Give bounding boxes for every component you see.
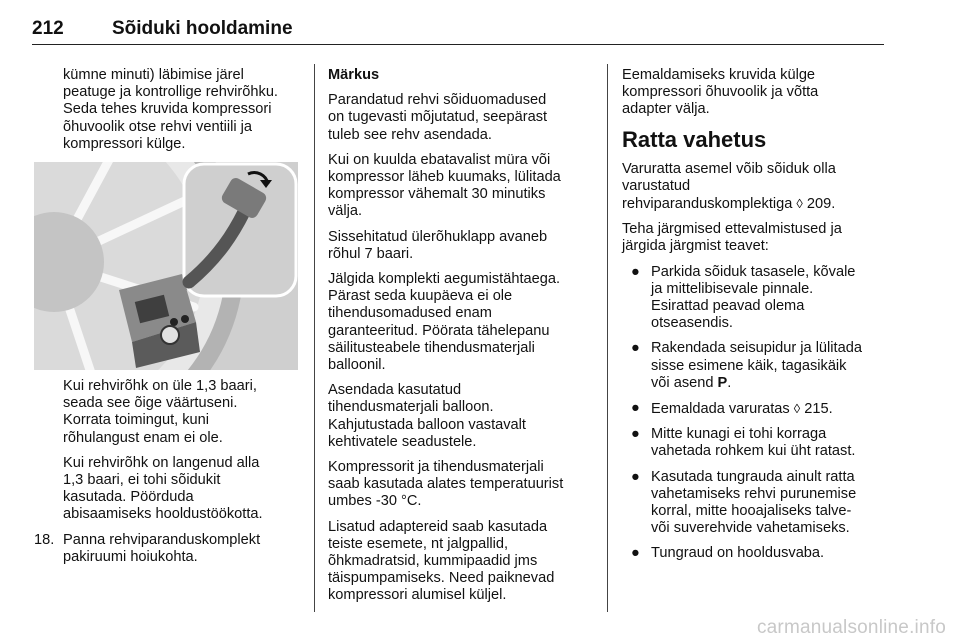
- column-2: [328, 67, 598, 613]
- spare-wheel-paragraph: Varuratta asemel võib sõiduk olla varustatud rehviparanduskomplektiga ◊ 209.: [622, 160, 836, 213]
- page-number: 212: [32, 18, 64, 39]
- column-1-lower: [34, 378, 300, 566]
- pressure-below-paragraph: Kui rehvirõhk on langenud alla 1,3 baari, ei tohi sõidukit kasutada. Pöörduda abisaamiseks hooldustöökotta.: [63, 454, 263, 523]
- section-heading: Ratta vahetus: [622, 126, 767, 152]
- temperature-paragraph: Kompressorit ja tihendusmaterjali saab kasutada alates temperatuurist umbes -30 °C.: [328, 459, 564, 510]
- noise-paragraph: Kui on kuulda ebatavalist müra või kompressor läheb kuumaks, lülitada kompressor vähemalt 30 minutiks välja.: [328, 151, 561, 220]
- list-item: ● Rakendada seisupidur ja lülitada sisse esimene käik, tagasikäik või asend P.: [631, 340, 862, 391]
- step-number: 18.: [34, 531, 55, 548]
- bullet-icon: ●: [631, 263, 640, 280]
- chapter-title: Sõiduki hooldamine: [112, 18, 293, 39]
- list-item: ● Tungraud on hooldusvaba.: [631, 545, 825, 562]
- expiry-paragraph: Jälgida komplekti aegumistähtaega. Pärast seda kuupäeva ei ole tihendusomadused enam garanteeritud. Pöörata tähelepanu säilitusteabele tihendusmaterjali balloonil.: [328, 271, 561, 374]
- removal-paragraph: Eemaldamiseks kruvida külge kompressori õhuvoolik ja võtta adapter välja.: [622, 67, 819, 118]
- bullet-icon: ●: [631, 426, 640, 443]
- pressure-above-paragraph: Kui rehvirõhk on üle 1,3 baari, seada see õige väärtuseni. Korrata toimingut, kuni rõhulangust enam ei ole.: [63, 378, 257, 446]
- column-divider-1: [314, 64, 315, 612]
- preparation-paragraph: Teha järgmised ettevalmistused ja järgida järgmist teavet:: [622, 221, 842, 255]
- valve-detail-inset-icon: [184, 164, 296, 296]
- bullet-icon: ●: [631, 340, 640, 357]
- column-1: [34, 67, 300, 161]
- step-18: 18. Panna rehviparanduskomplekt pakiruumi hoiukohta.: [34, 531, 261, 565]
- preparation-list: [622, 264, 892, 563]
- valve-paragraph: Sissehitatud ülerõhuklapp avaneb rõhul 7 baari.: [328, 228, 548, 262]
- bullet-icon: ●: [631, 400, 640, 417]
- column-divider-2: [607, 64, 608, 612]
- column-3: [622, 67, 892, 571]
- note-title: Märkus: [328, 67, 380, 83]
- page-reference[interactable]: 209.: [806, 196, 836, 213]
- watermark: carmanualsonline.info: [756, 616, 946, 638]
- list-item: ● Kasutada tungrauda ainult ratta vahetamiseks rehvi purunemise korral, mitte hooajaliseks talve- või suverehvide vahetamiseks.: [631, 468, 857, 537]
- page-reference-icon: ◊: [793, 401, 801, 417]
- tyre-compressor-illustration: [34, 162, 298, 370]
- page-reference-icon: ◊: [796, 196, 803, 212]
- page-header: [32, 14, 884, 45]
- note-text: Parandatud rehvi sõiduomadused on tugevasti mõjutatud, seepärast tuleb see rehv asendada.: [328, 92, 548, 143]
- list-item: ● Parkida sõiduk tasasele, kõvale ja mittelibisevale pinnale. Esirattad peavad olema otseasendis.: [631, 263, 856, 332]
- gear-position-p: P: [717, 374, 728, 391]
- replace-paragraph: Asendada kasutatud tihendusmaterjali balloon. Kahjutustada balloon vastavalt kehtivatele seadustele.: [328, 382, 526, 450]
- bullet-icon: ●: [631, 468, 640, 485]
- page-reference[interactable]: 215.: [804, 401, 833, 418]
- adapters-paragraph: Lisatud adaptereid saab kasutada teiste esemete, nt jalgpallid, õhkmadratsid, kummipaadid jms täispumpamiseks. Need paiknevad kompressori alumisel küljel.: [328, 518, 555, 604]
- bullet-icon: ●: [631, 545, 640, 562]
- list-item: ● Mitte kunagi ei tohi korraga vahetada rohkem kui üht ratast.: [631, 426, 856, 460]
- intro-paragraph: kümne minuti) läbimise järel peatuge ja kontrollige rehvirõhku. Seda tehes kruvida kompressori õhuvoolik otse rehvi ventiili ja kompressori külge.: [63, 67, 278, 152]
- list-item: ● Eemaldada varuratas ◊ 215.: [631, 400, 833, 418]
